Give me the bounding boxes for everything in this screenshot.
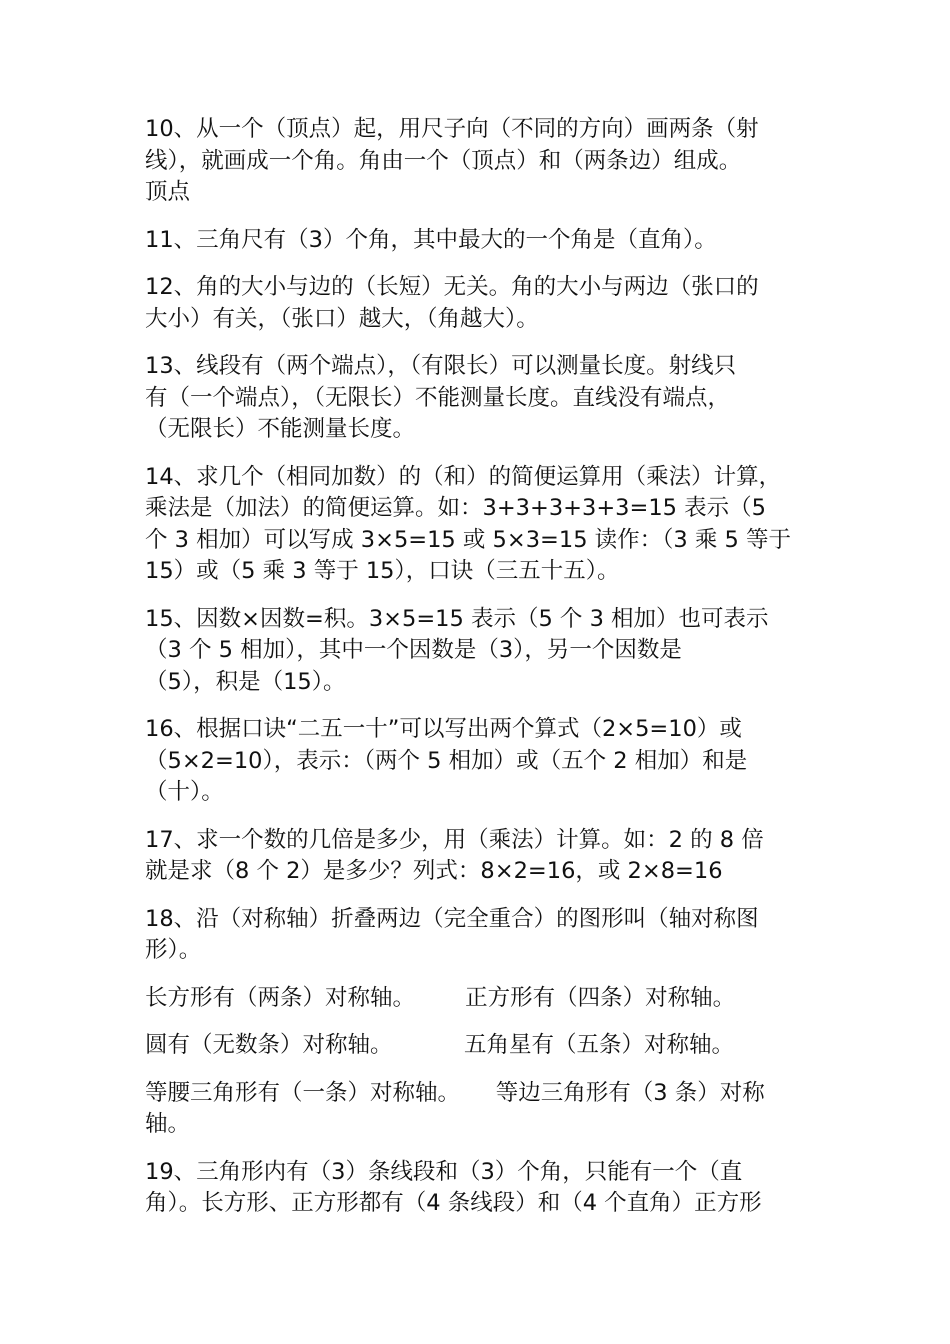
text-line: 个 3 相加）可以写成 3×5=15 或 5×3=15 读作：（3 乘 5 等于 [145, 526, 791, 553]
paragraph [145, 1157, 810, 1220]
text-line: （5），积是（15）。 [145, 668, 346, 695]
paragraph [145, 983, 810, 1015]
text-line: 11、三角尺有（3）个角，其中最大的一个角是（直角）。 [145, 226, 717, 253]
text-line: 形）。 [145, 937, 202, 963]
text-line: 17、求一个数的几倍是多少，用（乘法）计算。如：2 的 8 倍 [145, 826, 764, 853]
text-line: 18、沿（对称轴）折叠两边（完全重合）的图形叫（轴对称图 [145, 905, 759, 932]
text-line: 乘法是（加法）的简便运算。如：3+3+3+3+3=15 表示（5 [145, 495, 766, 521]
paragraph [145, 462, 810, 588]
text-line: 有（一个端点），（无限长）不能测量长度。直线没有端点， [145, 384, 731, 411]
text-line: （十）。 [145, 779, 224, 805]
paragraph [145, 904, 810, 967]
paragraph [145, 272, 810, 335]
text-line: 顶点 [145, 179, 191, 205]
text-line: （无限长）不能测量长度。 [145, 416, 416, 442]
text-line: 等腰三角形有（一条）对称轴。 等边三角形有（3 条）对称 [145, 1079, 765, 1106]
text-line: 15、因数×因数=积。3×5=15 表示（5 个 3 相加）也可表示 [145, 605, 769, 632]
paragraph [145, 714, 810, 809]
text-line: 14、求几个（相同加数）的（和）的简便运算用（乘法）计算， [145, 463, 782, 490]
text-line: 大小）有关，（张口）越大，（角越大）。 [145, 305, 539, 332]
text-line: （3 个 5 相加），其中一个因数是（3），另一个因数是 [145, 637, 682, 663]
text-line: 角）。长方形、正方形都有（4 条线段）和（4 个直角）正方形 [145, 1190, 762, 1216]
document-page [145, 114, 810, 1236]
paragraph [145, 1078, 810, 1141]
paragraph [145, 825, 810, 888]
text-line: 轴。 [145, 1111, 191, 1137]
paragraph [145, 1030, 810, 1062]
paragraph [145, 351, 810, 446]
text-line: 12、角的大小与边的（长短）无关。角的大小与两边（张口的 [145, 274, 759, 300]
text-line: 15）或（5 乘 3 等于 15），口诀（三五十五）。 [145, 558, 620, 584]
text-line: 就是求（8 个 2）是多少？列式：8×2=16，或 2×8=16 [145, 858, 723, 884]
text-line: 16、根据口诀“二五一十”可以写出两个算式（2×5=10）或 [145, 716, 742, 742]
paragraph [145, 604, 810, 699]
text-line: 圆有（无数条）对称轴。 五角星有（五条）对称轴。 [145, 1032, 735, 1058]
text-line: 线），就画成一个角。角由一个（顶点）和（两条边）组成。 [145, 147, 742, 174]
text-line: 19、三角形内有（3）条线段和（3）个角，只能有一个（直 [145, 1158, 743, 1185]
paragraph [145, 114, 810, 209]
text-line: （5×2=10），表示：（两个 5 相加）或（五个 2 相加）和是 [145, 747, 748, 774]
text-line: 13、线段有（两个端点），（有限长）可以测量长度。射线只 [145, 353, 737, 379]
text-line: 长方形有（两条）对称轴。 正方形有（四条）对称轴。 [145, 984, 736, 1011]
paragraph [145, 225, 810, 257]
text-line: 10、从一个（顶点）起，用尺子向（不同的方向）画两条（射 [145, 116, 759, 142]
